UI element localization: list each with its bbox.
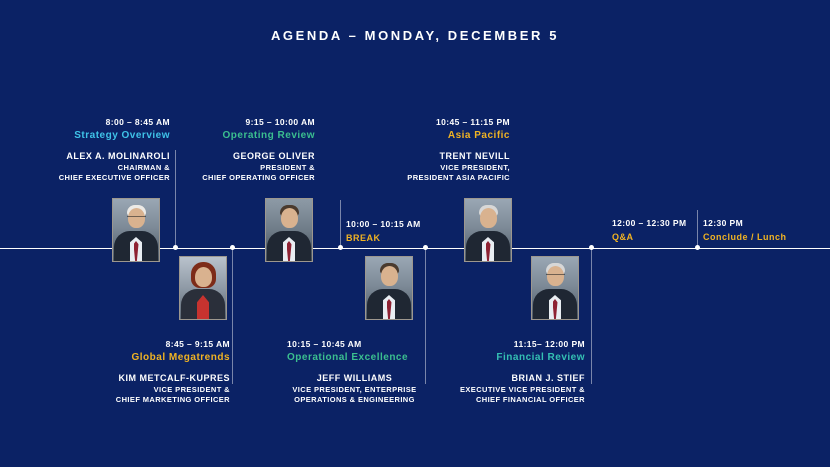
session-time: 12:00 – 12:30 PM	[612, 218, 687, 228]
speaker-photo-trent-nevill	[464, 198, 512, 262]
speaker-role-line: VICE PRESIDENT &	[153, 385, 230, 394]
session-topic: Strategy Overview	[74, 130, 170, 141]
timeline-stem	[340, 200, 341, 248]
session-topic: Global Megatrends	[131, 352, 230, 363]
session-asia-pacific[interactable]	[350, 116, 510, 183]
speaker-role-line: CHIEF EXECUTIVE OFFICER	[58, 173, 170, 182]
speaker-role-line: CHIEF MARKETING OFFICER	[115, 395, 230, 404]
speaker-role-line: CHIEF FINANCIAL OFFICER	[475, 395, 585, 404]
speaker-role-line: OPERATIONS & ENGINEERING	[294, 395, 415, 404]
session-topic: Q&A	[612, 232, 634, 242]
speaker-role-line: PRESIDENT ASIA PACIFIC	[407, 173, 510, 182]
speaker-photo-alex-molinaroli	[112, 198, 160, 262]
speaker-name: BRIAN J. STIEF	[511, 373, 585, 383]
timeline-stem	[591, 249, 592, 384]
session-global-megatrends[interactable]	[60, 338, 230, 405]
speaker-name: JEFF WILLIAMS	[316, 373, 393, 383]
speaker-photo-brian-stief	[531, 256, 579, 320]
session-time: 8:45 – 9:15 AM	[165, 339, 230, 349]
session-topic: Conclude / Lunch	[703, 232, 787, 242]
session-topic: Asia Pacific	[447, 130, 510, 141]
session-topic: Financial Review	[496, 352, 585, 363]
speaker-role-line: CHAIRMAN &	[117, 163, 170, 172]
session-time: 8:00 – 8:45 AM	[105, 117, 170, 127]
session-financial-review[interactable]	[420, 338, 585, 405]
session-qa[interactable]	[612, 217, 707, 244]
session-time: 10:00 – 10:15 AM	[346, 219, 421, 229]
session-topic: BREAK	[346, 233, 381, 243]
speaker-name: TRENT NEVILL	[439, 151, 510, 161]
session-time: 10:45 – 11:15 PM	[436, 117, 510, 127]
session-conclude-lunch[interactable]	[703, 217, 823, 244]
timeline-stem	[232, 249, 233, 384]
session-topic: Operational Excellence	[287, 352, 409, 363]
speaker-photo-jeff-williams	[365, 256, 413, 320]
speaker-photo-kim-metcalf-kupres	[179, 256, 227, 320]
speaker-role-line: EXECUTIVE VICE PRESIDENT &	[459, 385, 585, 394]
session-operational-excellence[interactable]	[287, 338, 422, 405]
speaker-name: ALEX A. MOLINAROLI	[66, 151, 170, 161]
speaker-role-line: PRESIDENT &	[260, 163, 315, 172]
speaker-photo-george-oliver	[265, 198, 313, 262]
speaker-role-line: VICE PRESIDENT,	[440, 163, 510, 172]
session-time: 11:15– 12:00 PM	[513, 339, 585, 349]
session-time: 10:15 – 10:45 AM	[287, 339, 362, 349]
session-strategy-overview[interactable]	[0, 116, 170, 183]
speaker-role-line: CHIEF OPERATING OFFICER	[202, 173, 315, 182]
speaker-name: GEORGE OLIVER	[232, 151, 315, 161]
session-break[interactable]	[346, 218, 466, 245]
session-operating-review[interactable]	[150, 116, 315, 183]
speaker-name: KIM METCALF-KUPRES	[118, 373, 230, 383]
session-time: 12:30 PM	[703, 218, 744, 228]
page-title: AGENDA – MONDAY, DECEMBER 5	[270, 28, 560, 43]
session-time: 9:15 – 10:00 AM	[245, 117, 315, 127]
session-topic: Operating Review	[222, 130, 315, 141]
speaker-role-line: VICE PRESIDENT, ENTERPRISE	[292, 385, 417, 394]
